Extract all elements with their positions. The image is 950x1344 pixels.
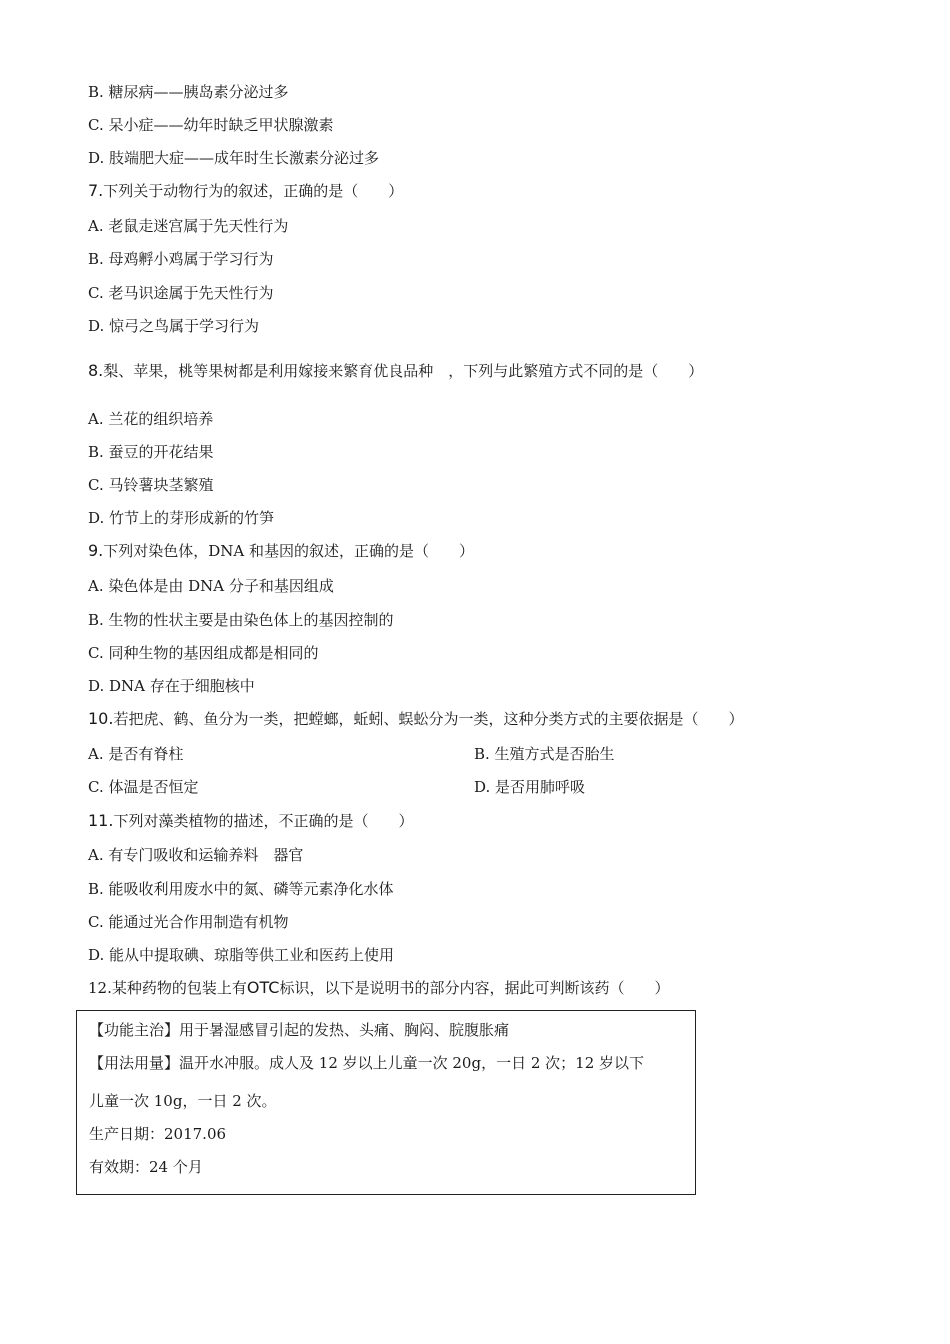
q6-option-d: D. 肢端肥大症——成年时生长激素分泌过多: [88, 149, 380, 167]
q7-option-a: A. 老鼠走迷宫属于先天性行为: [88, 217, 289, 235]
q8-option-c: C. 马铃薯块茎繁殖: [88, 476, 214, 494]
q12-stem-prefix: 12.某种药物的包装上有: [88, 979, 247, 997]
q8-stem-text: 梨、苹果，桃等果树都是利用嫁接来繁育优良品种 ，下列与此繁殖方式不同的是（ ）: [103, 362, 704, 380]
q10-option-c: C. 体温是否恒定: [88, 778, 199, 796]
q10-option-d: D. 是否用肺呼吸: [474, 778, 586, 796]
instructions-validity: 有效期：24 个月: [89, 1158, 203, 1176]
q11-number: 11.: [88, 811, 114, 830]
q9-number: 9.: [88, 541, 104, 560]
instructions-production-date: 生产日期：2017.06: [89, 1125, 227, 1143]
q6-option-b: B. 糖尿病——胰岛素分泌过多: [88, 83, 289, 101]
q10-option-b: B. 生殖方式是否胎生: [474, 745, 615, 763]
q11-option-b: B. 能吸收利用废水中的氮、磷等元素净化水体: [88, 880, 394, 898]
q9-stem-text: 下列对染色体，DNA 和基因的叙述，正确的是（ ）: [103, 542, 475, 560]
q9-stem: [88, 541, 474, 561]
q8-option-b: B. 蚕豆的开花结果: [88, 443, 214, 461]
q12-stem: [88, 978, 669, 998]
q11-option-a: A. 有专门吸收和运输养料 器官: [88, 846, 304, 864]
q7-option-b: B. 母鸡孵小鸡属于学习行为: [88, 250, 274, 268]
q9-option-c: C. 同种生物的基因组成都是相同的: [88, 644, 319, 662]
q11-option-c: C. 能通过光合作用制造有机物: [88, 913, 289, 931]
q9-option-a: A. 染色体是由 DNA 分子和基因组成: [88, 577, 334, 595]
medicine-instructions-box: [76, 1010, 696, 1195]
q11-stem-text: 下列对藻类植物的描述，不正确的是（ ）: [113, 812, 414, 830]
instructions-function: 【功能主治】用于暑湿感冒引起的发热、头痛、胸闷、脘腹胀痛: [89, 1021, 510, 1039]
q10-stem: [88, 709, 743, 729]
q10-stem-text: 若把虎、鹤、鱼分为一类，把螳螂，蚯蚓、蜈蚣分为一类，这种分类方式的主要依据是（ ）: [113, 710, 744, 728]
q8-option-a: A. 兰花的组织培养: [88, 410, 214, 428]
q12-stem-suffix: 标识，以下是说明书的部分内容，据此可判断该药（ ）: [279, 979, 670, 997]
q6-option-c: C. 呆小症——幼年时缺乏甲状腺激素: [88, 116, 334, 134]
q7-stem-text: 下列关于动物行为的叙述，正确的是（ ）: [103, 182, 404, 200]
q10-number: 10.: [88, 709, 114, 728]
q11-stem: [88, 811, 413, 831]
q8-option-d: D. 竹节上的芽形成新的竹笋: [88, 509, 275, 527]
q7-option-d: D. 惊弓之鸟属于学习行为: [88, 317, 260, 335]
q7-stem: [88, 181, 403, 201]
q7-number: 7.: [88, 181, 104, 200]
q10-option-a: A. 是否有脊柱: [88, 745, 184, 763]
instructions-dosage: 【用法用量】温开水冲服。成人及 12 岁以上儿童一次 20g，一日 2 次；12 岁以下: [89, 1054, 645, 1072]
q7-option-c: C. 老马识途属于先天性行为: [88, 284, 274, 302]
q8-stem: [88, 361, 703, 381]
instructions-dosage-cont: 儿童一次 10g，一日 2 次。: [89, 1092, 277, 1110]
q12-otc-label: OTC: [246, 978, 280, 997]
q9-option-b: B. 生物的性状主要是由染色体上的基因控制的: [88, 611, 394, 629]
q11-option-d: D. 能从中提取碘、琼脂等供工业和医药上使用: [88, 946, 395, 964]
q9-option-d: D. DNA 存在于细胞核中: [88, 677, 255, 695]
q8-number: 8.: [88, 361, 104, 380]
